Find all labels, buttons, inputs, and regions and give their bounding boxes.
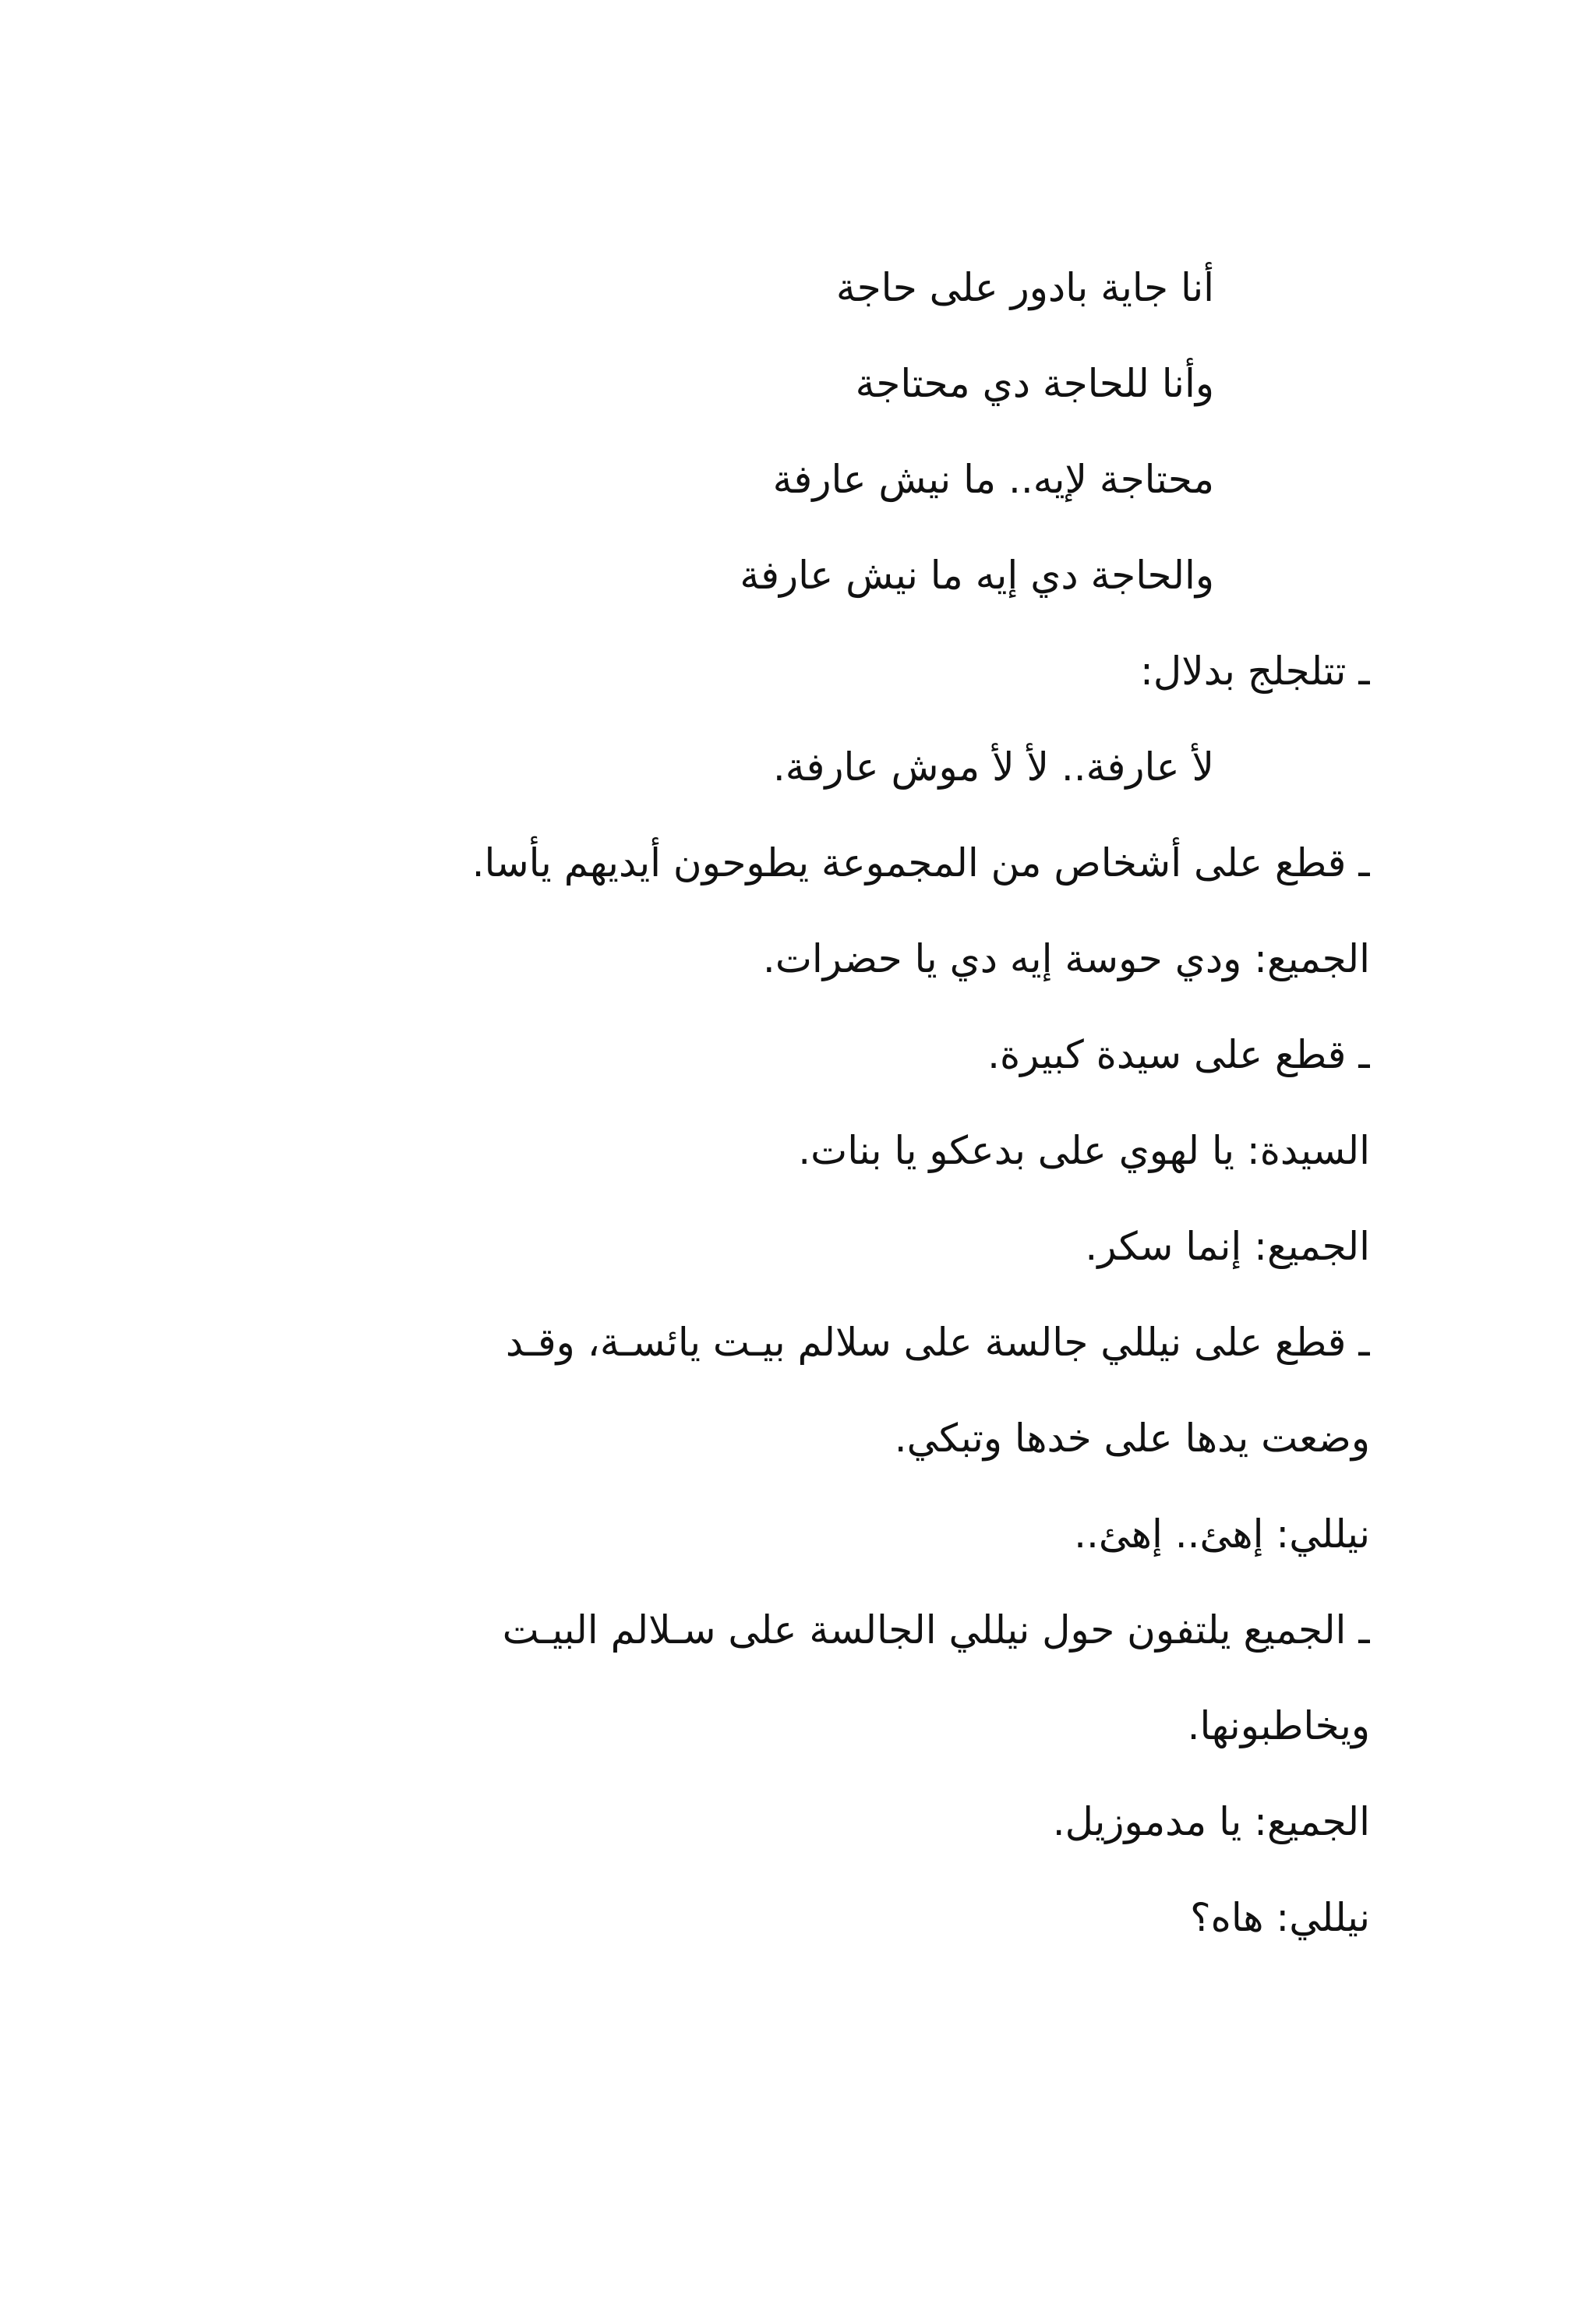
dialogue-line: الجميع: إنما سكر. (1085, 1224, 1370, 1269)
dialogue-line: نيللي: هاه؟ (1190, 1895, 1370, 1940)
stage-direction: ـ تتلجلج بدلال: (1140, 649, 1370, 694)
dialogue-line: الجميع: ودي حوسة إيه دي يا حضرات. (762, 936, 1370, 981)
stage-direction: ـ قطع على سيدة كبيرة. (987, 1032, 1370, 1077)
stage-direction: ـ الجميع يلتفون حول نيللي الجالسة على سـلالم البيـت (502, 1607, 1370, 1653)
song-line: وأنا للحاجة دي محتاجة (855, 361, 1214, 406)
song-line: محتاجة لإيه.. ما نيش عارفة (772, 457, 1214, 502)
stage-direction: ـ قطع على نيللي جالسة على سلالم بيـت يائسـة، وقـد (505, 1320, 1370, 1365)
stage-direction-continuation: ويخاطبونها. (1187, 1703, 1370, 1748)
song-line: والحاجة دي إيه ما نيش عارفة (740, 553, 1214, 598)
dialogue-line: السيدة: يا لهوي على بدعكو يا بنات. (798, 1128, 1370, 1173)
stage-direction-continuation: وضعت يدها على خدها وتبكي. (894, 1416, 1370, 1461)
dialogue-line: نيللي: إهئ.. إهئ.. (1074, 1511, 1370, 1557)
song-line: لأ عارفة.. لأ لأ موش عارفة. (772, 744, 1214, 790)
stage-direction: ـ قطع على أشخاص من المجموعة يطوحون أيديهم يأسا. (471, 840, 1370, 886)
script-text (224, 240, 1370, 1966)
song-line: أنا جاية بادور على حاجة (835, 265, 1214, 310)
dialogue-line: الجميع: يا مدموزيل. (1052, 1799, 1370, 1844)
